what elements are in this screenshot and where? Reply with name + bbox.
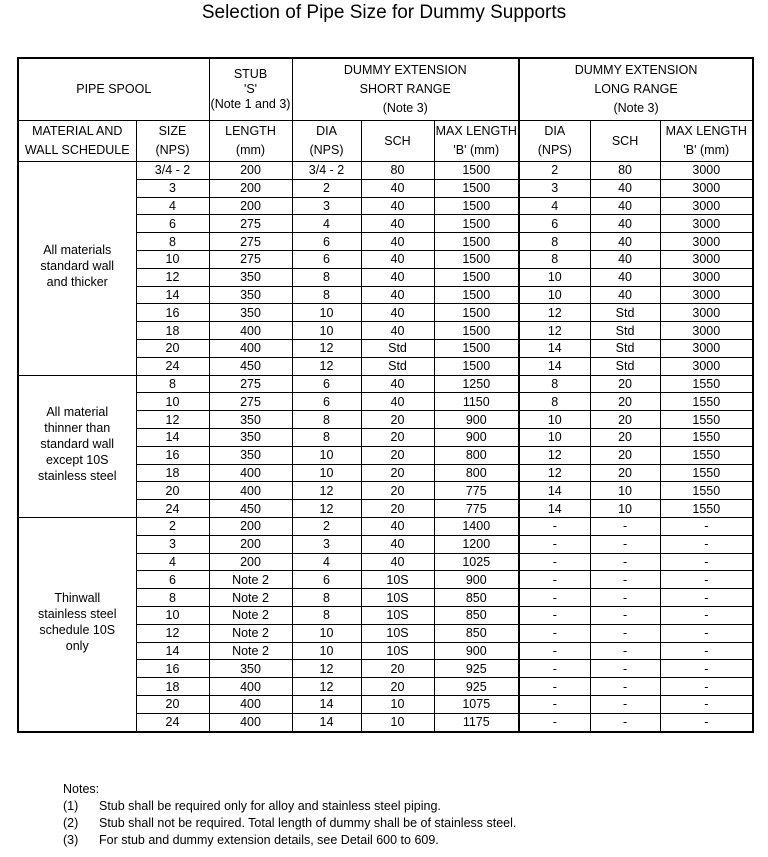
stub-length-cell: 400 <box>209 678 292 696</box>
long-sch-cell: - <box>590 535 660 553</box>
short-sch-cell: 40 <box>361 535 434 553</box>
long-sch-cell: Std <box>590 304 660 322</box>
short-dia-cell: 8 <box>292 411 361 429</box>
stub-length-cell: 200 <box>209 162 292 180</box>
table-row <box>18 162 753 180</box>
short-dia-cell: 6 <box>292 233 361 251</box>
short-sch-cell: 10 <box>361 695 434 713</box>
note-text: Stub shall not be required. Total length of dummy shall be of stainless steel. <box>99 816 517 830</box>
long-max-cell: 3000 <box>660 233 753 251</box>
long-dia-cell: 12 <box>519 464 590 482</box>
short-dia-cell: 6 <box>292 250 361 268</box>
stub-length-cell: 400 <box>209 713 292 731</box>
long-sch-cell: 40 <box>590 179 660 197</box>
short-dia-cell: 8 <box>292 268 361 286</box>
short-max-cell: 850 <box>434 624 519 642</box>
long-sch-cell: 20 <box>590 375 660 393</box>
short-dia-cell: 8 <box>292 428 361 446</box>
col-long-max: MAX LENGTH 'B' (mm) <box>660 121 753 162</box>
short-sch-cell: 40 <box>361 233 434 251</box>
short-dia-cell: 14 <box>292 713 361 731</box>
stub-length-cell: 350 <box>209 428 292 446</box>
stub-length-cell: 400 <box>209 482 292 500</box>
long-dia-cell: 8 <box>519 375 590 393</box>
notes <box>63 781 516 849</box>
size-cell: 10 <box>136 393 209 411</box>
long-sch-cell: 40 <box>590 233 660 251</box>
long-sch-cell: - <box>590 517 660 535</box>
long-sch-cell: 20 <box>590 411 660 429</box>
short-sch-cell: 40 <box>361 250 434 268</box>
short-max-cell: 775 <box>434 482 519 500</box>
short-max-cell: 1075 <box>434 695 519 713</box>
long-dia-cell: 6 <box>519 215 590 233</box>
note-item <box>63 798 516 815</box>
long-sch-cell: - <box>590 553 660 571</box>
size-cell: 6 <box>136 571 209 589</box>
short-max-cell: 1025 <box>434 553 519 571</box>
long-dia-cell: - <box>519 553 590 571</box>
size-cell: 8 <box>136 589 209 607</box>
short-dia-cell: 6 <box>292 393 361 411</box>
long-max-cell: - <box>660 606 753 624</box>
stub-length-cell: Note 2 <box>209 624 292 642</box>
size-cell: 14 <box>136 428 209 446</box>
long-max-cell: 1550 <box>660 411 753 429</box>
long-max-cell: - <box>660 678 753 696</box>
long-sch-cell: 40 <box>590 268 660 286</box>
long-dia-cell: 8 <box>519 393 590 411</box>
long-sch-cell: 80 <box>590 162 660 180</box>
short-dia-cell: 6 <box>292 375 361 393</box>
size-cell: 3 <box>136 179 209 197</box>
short-sch-cell: 40 <box>361 375 434 393</box>
short-max-cell: 900 <box>434 428 519 446</box>
short-sch-cell: 10S <box>361 571 434 589</box>
short-sch-cell: 20 <box>361 428 434 446</box>
size-cell: 18 <box>136 322 209 340</box>
long-dia-cell: 12 <box>519 322 590 340</box>
long-sch-cell: - <box>590 624 660 642</box>
short-max-cell: 925 <box>434 678 519 696</box>
long-max-cell: - <box>660 571 753 589</box>
size-cell: 4 <box>136 197 209 215</box>
short-sch-cell: 40 <box>361 322 434 340</box>
short-max-cell: 1400 <box>434 517 519 535</box>
stub-length-cell: Note 2 <box>209 571 292 589</box>
short-max-cell: 1500 <box>434 179 519 197</box>
stub-length-cell: 350 <box>209 286 292 304</box>
short-sch-cell: 40 <box>361 286 434 304</box>
short-max-cell: 850 <box>434 589 519 607</box>
long-dia-cell: 10 <box>519 286 590 304</box>
short-dia-cell: 12 <box>292 500 361 518</box>
long-dia-cell: - <box>519 695 590 713</box>
long-sch-cell: 40 <box>590 250 660 268</box>
short-sch-cell: 40 <box>361 304 434 322</box>
long-dia-cell: 8 <box>519 250 590 268</box>
short-dia-cell: 12 <box>292 339 361 357</box>
short-sch-cell: 20 <box>361 411 434 429</box>
stub-length-cell: 450 <box>209 357 292 375</box>
long-max-cell: - <box>660 660 753 678</box>
short-sch-cell: 20 <box>361 500 434 518</box>
table-row <box>18 517 753 535</box>
short-dia-cell: 8 <box>292 606 361 624</box>
short-sch-cell: 20 <box>361 678 434 696</box>
stub-length-cell: 400 <box>209 339 292 357</box>
size-cell: 16 <box>136 446 209 464</box>
long-dia-cell: 12 <box>519 446 590 464</box>
stub-length-cell: 350 <box>209 411 292 429</box>
stub-length-cell: 350 <box>209 660 292 678</box>
short-dia-cell: 4 <box>292 553 361 571</box>
size-cell: 20 <box>136 482 209 500</box>
long-max-cell: - <box>660 642 753 660</box>
size-cell: 16 <box>136 304 209 322</box>
long-max-cell: - <box>660 535 753 553</box>
long-sch-cell: Std <box>590 357 660 375</box>
stub-length-cell: 275 <box>209 250 292 268</box>
long-max-cell: - <box>660 553 753 571</box>
short-sch-cell: Std <box>361 357 434 375</box>
long-sch-cell: - <box>590 678 660 696</box>
short-dia-cell: 6 <box>292 571 361 589</box>
col-material: MATERIAL AND WALL SCHEDULE <box>18 121 136 162</box>
short-dia-cell: 14 <box>292 695 361 713</box>
stub-length-cell: 275 <box>209 215 292 233</box>
long-max-cell: 1550 <box>660 428 753 446</box>
size-cell: 10 <box>136 250 209 268</box>
long-dia-cell: - <box>519 589 590 607</box>
long-dia-cell: - <box>519 713 590 731</box>
long-max-cell: 3000 <box>660 322 753 340</box>
short-sch-cell: 20 <box>361 660 434 678</box>
col-size: SIZE (NPS) <box>136 121 209 162</box>
long-range-header: DUMMY EXTENSION LONG RANGE (Note 3) <box>519 58 753 121</box>
stub-length-cell: Note 2 <box>209 606 292 624</box>
long-max-cell: 3000 <box>660 215 753 233</box>
short-max-cell: 1250 <box>434 375 519 393</box>
long-dia-cell: 10 <box>519 428 590 446</box>
note-text: For stub and dummy extension details, see Detail 600 to 609. <box>99 833 439 847</box>
size-cell: 14 <box>136 642 209 660</box>
short-sch-cell: 40 <box>361 268 434 286</box>
col-short-max: MAX LENGTH 'B' (mm) <box>434 121 519 162</box>
size-cell: 14 <box>136 286 209 304</box>
long-max-cell: 1550 <box>660 446 753 464</box>
long-max-cell: 3000 <box>660 179 753 197</box>
short-dia-cell: 8 <box>292 589 361 607</box>
stub-length-cell: 200 <box>209 517 292 535</box>
stub-length-cell: 350 <box>209 304 292 322</box>
size-cell: 10 <box>136 606 209 624</box>
short-sch-cell: 40 <box>361 393 434 411</box>
note-text: Stub shall be required only for alloy and stainless steel piping. <box>99 799 441 813</box>
short-max-cell: 900 <box>434 411 519 429</box>
size-cell: 12 <box>136 411 209 429</box>
long-max-cell: 3000 <box>660 162 753 180</box>
col-short-dia: DIA (NPS) <box>292 121 361 162</box>
short-max-cell: 1500 <box>434 339 519 357</box>
stub-length-cell: 275 <box>209 375 292 393</box>
long-max-cell: 1550 <box>660 393 753 411</box>
long-sch-cell: 40 <box>590 215 660 233</box>
long-max-cell: - <box>660 713 753 731</box>
long-sch-cell: - <box>590 606 660 624</box>
short-dia-cell: 12 <box>292 678 361 696</box>
long-dia-cell: - <box>519 571 590 589</box>
size-cell: 16 <box>136 660 209 678</box>
long-sch-cell: - <box>590 695 660 713</box>
short-max-cell: 1500 <box>434 322 519 340</box>
long-dia-cell: 14 <box>519 482 590 500</box>
short-range-header: DUMMY EXTENSION SHORT RANGE (Note 3) <box>292 58 519 121</box>
short-max-cell: 850 <box>434 606 519 624</box>
short-dia-cell: 3 <box>292 535 361 553</box>
long-sch-cell: - <box>590 660 660 678</box>
short-dia-cell: 12 <box>292 482 361 500</box>
short-sch-cell: 40 <box>361 553 434 571</box>
long-dia-cell: 2 <box>519 162 590 180</box>
long-sch-cell: - <box>590 642 660 660</box>
long-max-cell: - <box>660 517 753 535</box>
short-sch-cell: 40 <box>361 179 434 197</box>
stub-length-cell: 350 <box>209 268 292 286</box>
col-length: LENGTH (mm) <box>209 121 292 162</box>
long-dia-cell: - <box>519 606 590 624</box>
long-sch-cell: 20 <box>590 428 660 446</box>
note-number: (2) <box>63 816 79 830</box>
stub-length-cell: 400 <box>209 695 292 713</box>
size-cell: 4 <box>136 553 209 571</box>
long-max-cell: 1550 <box>660 482 753 500</box>
short-sch-cell: 10 <box>361 713 434 731</box>
long-sch-cell: 40 <box>590 197 660 215</box>
long-dia-cell: 10 <box>519 411 590 429</box>
size-cell: 2 <box>136 517 209 535</box>
long-dia-cell: 3 <box>519 179 590 197</box>
long-max-cell: 3000 <box>660 339 753 357</box>
pipe-spool-header: PIPE SPOOL <box>18 58 209 121</box>
col-long-dia: DIA (NPS) <box>519 121 590 162</box>
short-dia-cell: 10 <box>292 624 361 642</box>
long-max-cell: 3000 <box>660 250 753 268</box>
long-max-cell: - <box>660 589 753 607</box>
long-max-cell: 1550 <box>660 464 753 482</box>
size-cell: 3/4 - 2 <box>136 162 209 180</box>
long-max-cell: - <box>660 695 753 713</box>
short-max-cell: 1500 <box>434 233 519 251</box>
size-cell: 12 <box>136 268 209 286</box>
long-max-cell: 3000 <box>660 357 753 375</box>
stub-length-cell: 200 <box>209 535 292 553</box>
long-max-cell: 1550 <box>660 500 753 518</box>
note-number: (3) <box>63 833 79 847</box>
stub-length-cell: 275 <box>209 393 292 411</box>
size-cell: 6 <box>136 215 209 233</box>
short-dia-cell: 10 <box>292 304 361 322</box>
notes-heading: Notes: <box>63 782 100 796</box>
short-dia-cell: 10 <box>292 446 361 464</box>
size-cell: 12 <box>136 624 209 642</box>
long-max-cell: 3000 <box>660 268 753 286</box>
short-sch-cell: 10S <box>361 624 434 642</box>
note-number: (1) <box>63 799 79 813</box>
size-cell: 18 <box>136 678 209 696</box>
table-row <box>18 375 753 393</box>
size-cell: 8 <box>136 375 209 393</box>
size-cell: 24 <box>136 713 209 731</box>
short-sch-cell: 10S <box>361 606 434 624</box>
long-max-cell: - <box>660 624 753 642</box>
short-max-cell: 1150 <box>434 393 519 411</box>
long-sch-cell: 10 <box>590 500 660 518</box>
short-sch-cell: 40 <box>361 215 434 233</box>
long-max-cell: 3000 <box>660 286 753 304</box>
size-cell: 24 <box>136 357 209 375</box>
short-sch-cell: 40 <box>361 197 434 215</box>
long-sch-cell: - <box>590 713 660 731</box>
stub-length-cell: 400 <box>209 464 292 482</box>
short-max-cell: 1500 <box>434 286 519 304</box>
long-dia-cell: 4 <box>519 197 590 215</box>
long-sch-cell: 20 <box>590 464 660 482</box>
short-sch-cell: 40 <box>361 517 434 535</box>
long-dia-cell: 10 <box>519 268 590 286</box>
long-dia-cell: 14 <box>519 339 590 357</box>
col-long-sch: SCH <box>590 121 660 162</box>
long-sch-cell: 20 <box>590 446 660 464</box>
stub-length-cell: 200 <box>209 179 292 197</box>
short-dia-cell: 12 <box>292 357 361 375</box>
material-cell: All materials standard wall and thicker <box>18 162 136 376</box>
note-item <box>63 832 516 849</box>
size-cell: 24 <box>136 500 209 518</box>
short-max-cell: 1500 <box>434 162 519 180</box>
long-dia-cell: 12 <box>519 304 590 322</box>
short-sch-cell: 20 <box>361 464 434 482</box>
short-max-cell: 1500 <box>434 357 519 375</box>
stub-length-cell: 275 <box>209 233 292 251</box>
short-max-cell: 1500 <box>434 215 519 233</box>
short-max-cell: 1200 <box>434 535 519 553</box>
short-max-cell: 1500 <box>434 250 519 268</box>
short-dia-cell: 10 <box>292 642 361 660</box>
short-dia-cell: 8 <box>292 286 361 304</box>
short-max-cell: 775 <box>434 500 519 518</box>
size-cell: 18 <box>136 464 209 482</box>
long-dia-cell: - <box>519 624 590 642</box>
long-sch-cell: Std <box>590 322 660 340</box>
short-dia-cell: 2 <box>292 517 361 535</box>
pipe-size-table <box>17 57 754 733</box>
long-sch-cell: 10 <box>590 482 660 500</box>
stub-length-cell: 200 <box>209 553 292 571</box>
short-dia-cell: 3/4 - 2 <box>292 162 361 180</box>
size-cell: 3 <box>136 535 209 553</box>
short-sch-cell: 20 <box>361 482 434 500</box>
stub-length-cell: 450 <box>209 500 292 518</box>
long-dia-cell: - <box>519 642 590 660</box>
stub-length-cell: 200 <box>209 197 292 215</box>
long-dia-cell: - <box>519 678 590 696</box>
short-dia-cell: 10 <box>292 464 361 482</box>
material-cell: Thinwall stainless steel schedule 10S only <box>18 517 136 731</box>
long-sch-cell: Std <box>590 339 660 357</box>
stub-length-cell: 400 <box>209 322 292 340</box>
short-max-cell: 900 <box>434 571 519 589</box>
short-max-cell: 925 <box>434 660 519 678</box>
short-max-cell: 1500 <box>434 197 519 215</box>
long-dia-cell: 14 <box>519 357 590 375</box>
short-dia-cell: 3 <box>292 197 361 215</box>
stub-length-cell: Note 2 <box>209 589 292 607</box>
short-max-cell: 1500 <box>434 304 519 322</box>
short-dia-cell: 12 <box>292 660 361 678</box>
col-short-sch: SCH <box>361 121 434 162</box>
stub-header: STUB 'S' (Note 1 and 3) <box>209 58 292 121</box>
stub-length-cell: Note 2 <box>209 642 292 660</box>
long-dia-cell: - <box>519 535 590 553</box>
long-sch-cell: 20 <box>590 393 660 411</box>
stub-length-cell: 350 <box>209 446 292 464</box>
note-item <box>63 815 516 832</box>
short-dia-cell: 2 <box>292 179 361 197</box>
long-dia-cell: 14 <box>519 500 590 518</box>
short-max-cell: 800 <box>434 464 519 482</box>
short-sch-cell: 10S <box>361 589 434 607</box>
short-sch-cell: Std <box>361 339 434 357</box>
short-dia-cell: 4 <box>292 215 361 233</box>
short-max-cell: 800 <box>434 446 519 464</box>
long-max-cell: 1550 <box>660 375 753 393</box>
page-title: Selection of Pipe Size for Dummy Supports <box>201 2 567 23</box>
long-sch-cell: - <box>590 589 660 607</box>
short-sch-cell: 10S <box>361 642 434 660</box>
size-cell: 20 <box>136 339 209 357</box>
short-sch-cell: 80 <box>361 162 434 180</box>
long-sch-cell: 40 <box>590 286 660 304</box>
long-max-cell: 3000 <box>660 197 753 215</box>
long-max-cell: 3000 <box>660 304 753 322</box>
short-sch-cell: 20 <box>361 446 434 464</box>
short-dia-cell: 10 <box>292 322 361 340</box>
long-sch-cell: - <box>590 571 660 589</box>
short-max-cell: 900 <box>434 642 519 660</box>
long-dia-cell: 8 <box>519 233 590 251</box>
material-cell: All material thinner than standard wall except 10S stainless steel <box>18 375 136 517</box>
long-dia-cell: - <box>519 517 590 535</box>
long-dia-cell: - <box>519 660 590 678</box>
short-max-cell: 1500 <box>434 268 519 286</box>
short-max-cell: 1175 <box>434 713 519 731</box>
size-cell: 8 <box>136 233 209 251</box>
size-cell: 20 <box>136 695 209 713</box>
